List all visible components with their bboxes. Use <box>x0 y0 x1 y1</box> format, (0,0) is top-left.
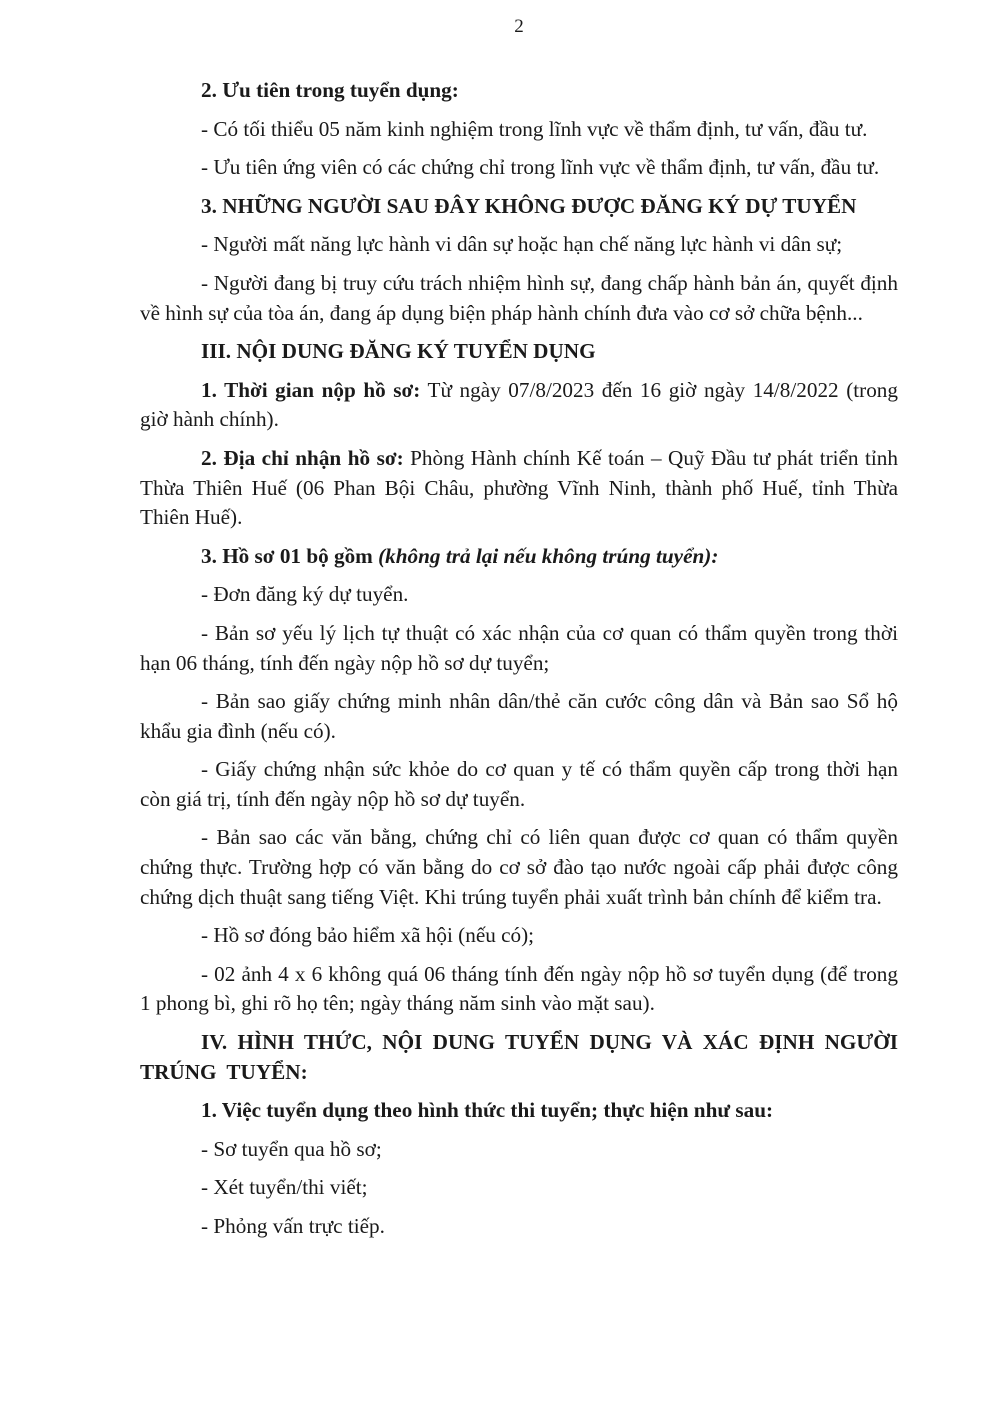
page-number: 2 <box>514 16 524 37</box>
documents-note: (không trả lại nếu không trúng tuyển): <box>372 543 719 568</box>
submission-address-text: Phòng Hành chính Kế toán – Quỹ Đầu tư phát triển tỉnh Thừa Thiên Huế (06 Phan Bội Châu, phường Vĩnh Ninh, thành phố Huế, tỉnh Thừa Thiên Huế). <box>140 445 898 530</box>
recruitment-step: - Xét tuyển/thi viết; <box>201 1175 368 1200</box>
section-3-item: - Người mất năng lực hành vi dân sự hoặc hạn chế năng lực hành vi dân sự; <box>201 232 843 257</box>
documents-label: 3. Hồ sơ 01 bộ gồm <box>201 543 373 568</box>
part-IV-subheading: 1. Việc tuyển dụng theo hình thức thi tuyển; thực hiện như sau: <box>201 1098 774 1123</box>
part-III-heading: III. NỘI DUNG ĐĂNG KÝ TUYỂN DỤNG <box>201 339 596 364</box>
documents-heading <box>140 542 898 572</box>
submission-time-text: Từ ngày 07/8/2023 đến 16 giờ ngày 14/8/2022 (trong giờ hành chính). <box>140 377 898 432</box>
recruitment-step: - Phỏng vấn trực tiếp. <box>201 1214 385 1238</box>
part-IV-heading: IV. HÌNH THỨC, NỘI DUNG TUYỂN DỤNG VÀ XÁC ĐỊNH NGƯỜI TRÚNG TUYỂN: <box>140 1030 898 1084</box>
submission-address <box>140 444 898 533</box>
document-item: - Giấy chứng nhận sức khỏe do cơ quan y tế có thẩm quyền cấp trong thời hạn còn giá trị, tính đến ngày nộp hồ sơ dự tuyển. <box>140 757 898 811</box>
section-3-item: - Người đang bị truy cứu trách nhiệm hình sự, đang chấp hành bản án, quyết định về hình sự của tòa án, đang áp dụng biện pháp hành chính đưa vào cơ sở chữa bệnh... <box>140 270 898 325</box>
section-2-item: - Ưu tiên ứng viên có các chứng chỉ trong lĩnh vực về thẩm định, tư vấn, đầu tư. <box>201 155 880 180</box>
document-item: - Hồ sơ đóng bảo hiểm xã hội (nếu có); <box>201 923 535 948</box>
section-2-item: - Có tối thiểu 05 năm kinh nghiệm trong lĩnh vực về thẩm định, tư vấn, đầu tư. <box>201 116 868 141</box>
submission-time-label: 1. Thời gian nộp hồ sơ: <box>201 377 421 402</box>
recruitment-step: - Sơ tuyển qua hồ sơ; <box>201 1136 382 1161</box>
document-body <box>140 76 898 1251</box>
document-item: - Đơn đăng ký dự tuyển. <box>201 582 409 607</box>
section-3-heading: 3. NHỮNG NGƯỜI SAU ĐÂY KHÔNG ĐƯỢC ĐĂNG KÝ DỰ TUYỂN <box>201 193 857 218</box>
section-2-heading: 2. Ưu tiên trong tuyển dụng: <box>201 78 459 102</box>
submission-address-label: 2. Địa chỉ nhận hồ sơ: <box>201 445 404 470</box>
document-item: - Bản sao giấy chứng minh nhân dân/thẻ căn cước công dân và Bản sao Sổ hộ khẩu gia đình (nếu có). <box>140 689 898 743</box>
document-item: - Bản sơ yếu lý lịch tự thuật có xác nhận của cơ quan có thẩm quyền trong thời hạn 06 tháng, tính đến ngày nộp hồ sơ dự tuyển; <box>140 620 898 675</box>
document-item: - 02 ảnh 4 x 6 không quá 06 tháng tính đến ngày nộp hồ sơ tuyển dụng (để trong 1 phong bì, ghi rõ họ tên; ngày tháng năm sinh vào mặt sau). <box>140 961 898 1016</box>
document-item: - Bản sao các văn bằng, chứng chỉ có liên quan được cơ quan có thẩm quyền chứng thực. Trường hợp có văn bằng do cơ sở đào tạo nước ngoài cấp phải được công chứng dịch thuật sang tiếng Việt. Khi trúng tuyển phải xuất trình bản chính để kiểm tra. <box>140 825 898 909</box>
submission-time <box>140 376 898 435</box>
